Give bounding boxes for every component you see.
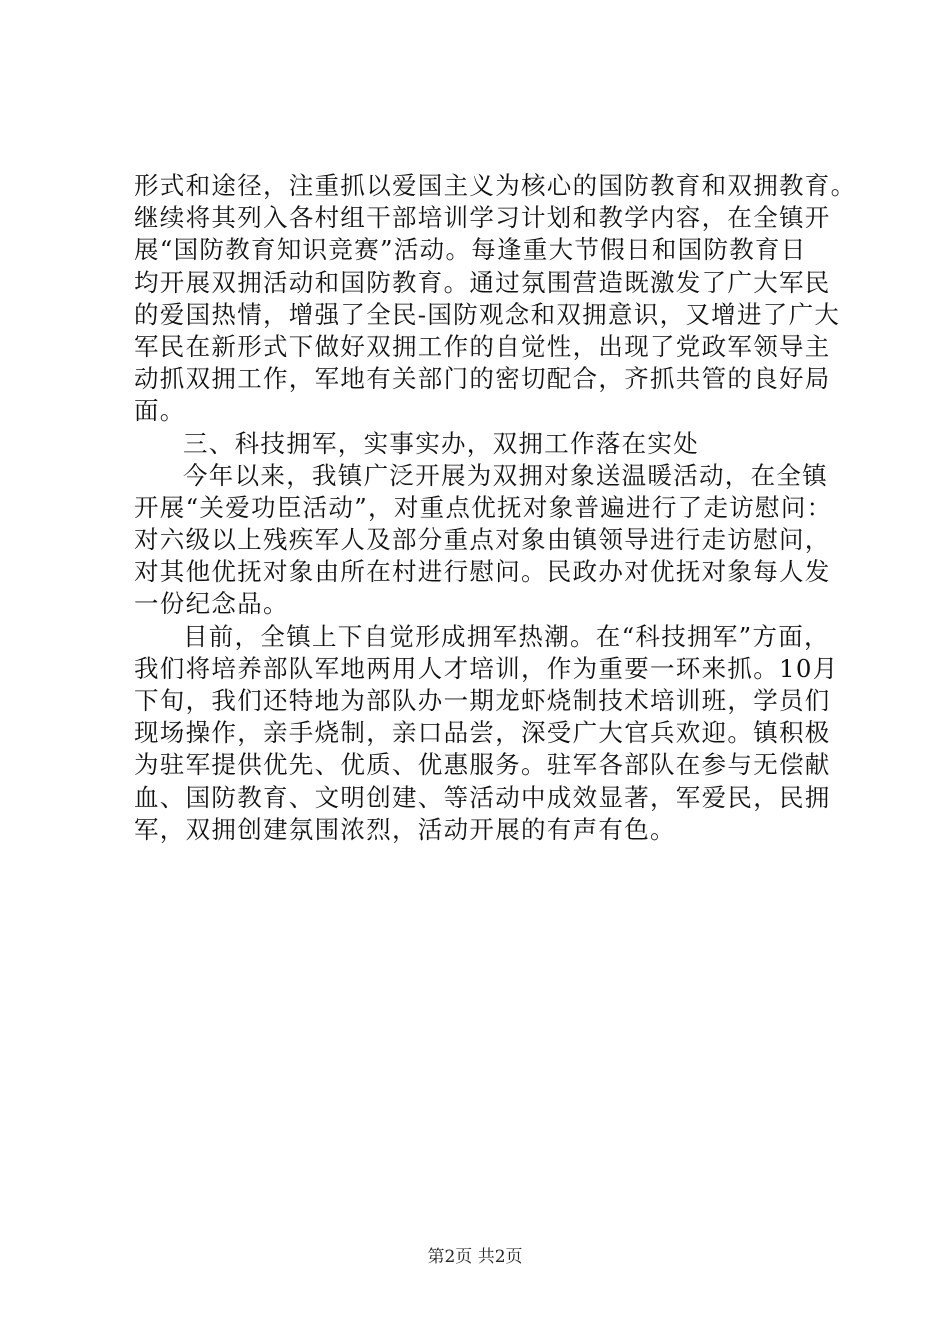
- paragraph-line: 一份纪念品。: [134, 589, 289, 619]
- paragraph-line: 下旬，我们还特地为部队办一期龙虾烧制技术培训班，学员们: [134, 686, 831, 715]
- paragraph-line: 我们将培养部队军地两用人才培训，作为重要一环来抓。10月: [134, 653, 839, 683]
- paragraph-line: 对其他优抚对象由所在村进行慰问。民政办对优抚对象每人发: [134, 557, 831, 587]
- paragraph-line: 目前，全镇上下自觉形成拥军热潮。在“科技拥军”方面，: [183, 621, 830, 651]
- paragraph-line: 开展“关爱功臣活动”，对重点优抚对象普遍进行了走访慰问：: [134, 492, 833, 522]
- paragraph-line: 现场操作，亲手烧制，亲口品尝，深受广大官兵欢迎。镇积极: [134, 718, 831, 748]
- paragraph-line: 对六级以上残疾军人及部分重点对象由镇领导进行走访慰问，: [134, 525, 831, 555]
- paragraph-line: 动抓双拥工作，军地有关部门的密切配合，齐抓共管的良好局: [134, 364, 831, 394]
- paragraph-line: 的爱国热情，增强了全民-国防观念和双拥意识，又增进了广大: [134, 299, 841, 329]
- page-number-footer: 第2页 共2页: [427, 1247, 523, 1267]
- paragraph-line: 形式和途径，注重抓以爱国主义为核心的国防教育和双拥教育。: [134, 171, 857, 200]
- paragraph-line: 军，双拥创建氛围浓烈，活动开展的有声有色。: [134, 814, 676, 844]
- paragraph-line: 面。: [134, 396, 186, 426]
- paragraph-line: 继续将其列入各村组干部培训学习计划和教学内容，在全镇开: [134, 203, 831, 233]
- document-body: [134, 170, 857, 846]
- paragraph-line: 展“国防教育知识竞赛”活动。每逢重大节假日和国防教育日: [134, 235, 807, 265]
- paragraph-line: 均开展双拥活动和国防教育。通过氛围营造既激发了广大军民: [134, 267, 831, 297]
- section-heading: 三、科技拥军，实事实办，双拥工作落在实处: [183, 428, 699, 458]
- paragraph-line: 为驻军提供优先、优质、优惠服务。驻军各部队在参与无偿献: [134, 750, 831, 780]
- paragraph-line: 今年以来，我镇广泛开展为双拥对象送温暖活动，在全镇: [183, 460, 828, 490]
- paragraph-line: 血、国防教育、文明创建、等活动中成效显著，军爱民，民拥: [134, 782, 831, 812]
- paragraph-line: 军民在新形式下做好双拥工作的自觉性，出现了党政军领导主: [134, 331, 831, 361]
